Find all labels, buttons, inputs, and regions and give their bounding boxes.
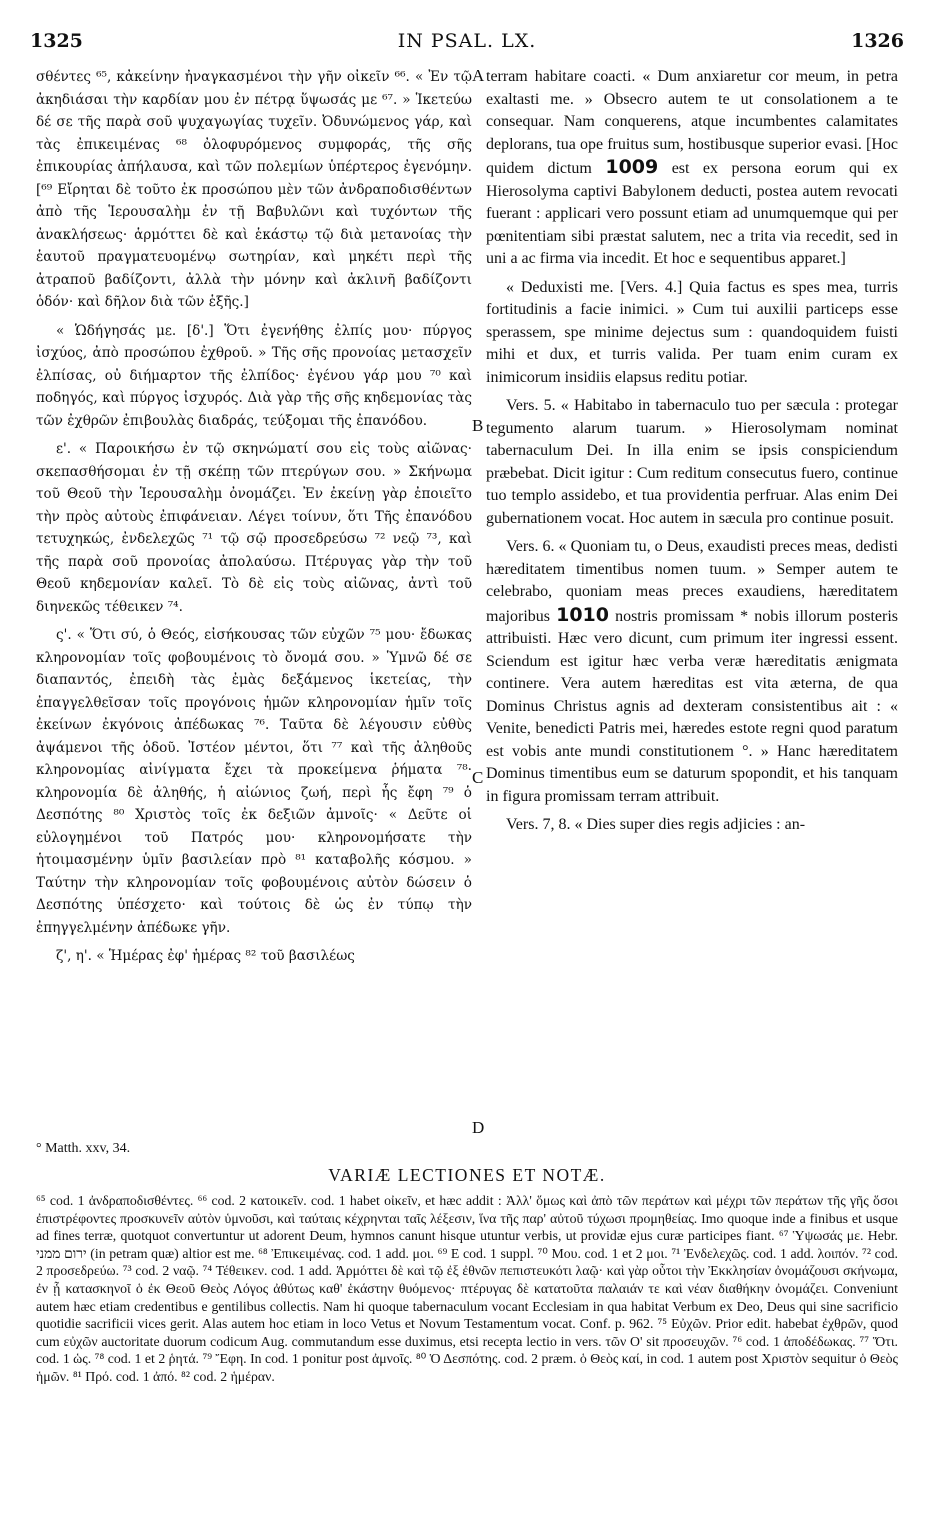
column-number: 1010 <box>556 603 609 626</box>
latin-column <box>486 66 898 843</box>
greek-paragraph: ς'. « Ὅτι σύ, ὁ Θεός, εἰσήκουσας τῶν εὐχῶν ⁷⁵ μου· ἔδωκας κληρονομίαν τοῖς φοβουμένοις τὸ ὄνομά σου. » Ὑμνῶ δέ σε διαπαντός, ἐπειδὴ τὰς ἐμὰς δεξάμενος ἱκετείας, τὴν ἐπαγγελθεῖσαν τοῖς προγόνοις ἡμῶν κληρονομίαν ἡμῖν τοῖς ἐκείνων ἐκγόνοις ἀπέδωκας ⁷⁶. Ταῦτα δὲ λέγουσιν εὐθὺς ἀψάμενοι τῆς ὁδοῦ. Ἰστέον μέντοι, ὅτι ⁷⁷ καὶ τῆς ἀληθοῦς κληρονομίας αἰνίγματα ἔχει τὰ προκείμενα ῥήματα ⁷⁸· κληρονομία δὲ ἀληθής, ἡ αἰώνιος ζωή, περὶ ἧς ἔφη ⁷⁹ ὁ Δεσπότης ⁸⁰ Χριστὸς τοῖς ἐκ δεξιῶν ἀμνοῖς· « Δεῦτε οἱ εὐλογημένοι τοῦ Πατρός μου· κληρονομήσατε τὴν ἡτοιμασμένην ὑμῖν βασιλείαν πρὸ ⁸¹ καταβολῆς κόσμου. » Ταύτην τὴν κληρονομίαν τοῖς φοβουμένοις αὐτὸν δώσειν ὁ Δεσπότης ὑπέσχετο· καὶ τούτοις δὲ ὡς ἐν τύπῳ τὴν ἐπηγγελμένην ἀπέδωκε γῆν. <box>36 627 472 936</box>
latin-paragraph <box>486 66 898 271</box>
margin-letter-a: A <box>472 66 485 85</box>
variae-text: ⁶⁵ cod. 1 ἀνδραποδισθέντες. ⁶⁶ cod. 2 κατοικεῖν. cod. 1 habet οἰκεῖν, et hæc addit : Ἀλλ' ὅμως καὶ ἀπὸ τῶν περάτων καὶ μέχρι τῶν περάτων τῆς γῆς ὅσοι ἐπιστρέφοντες προσκυνεῖν αὐτὸν ὑμνοῦσι, καὶ ταύταις κέχρηνται ταῖς λέξεσιν, ἵνα τῆς παρ' αὐτοῦ τύχωσι προμηθείας. Imo quoque inde a finibus et usque ad fines terræ, quotquot convertuntur ut adorent Deum, hymnos canunt hisque utuntur verbis, ut providæ ejus curæ participes fiant. ⁶⁷ Ὑψωσάς με. Hebr. ירום ממני (in petram quæ) altior est me. ⁶⁸ Ἐπικειμένας. cod. 1 add. μοι. ⁶⁹ E cod. 1 suppl. ⁷⁰ Μου. cod. 1 et 2 μοι. ⁷¹ Ἐνδελεχῶς. cod. 1 add. λοιπόν. ⁷² cod. 2 προσεδρεύω. ⁷³ cod. 2 ναῷ. ⁷⁴ Τέθεικεν. cod. 1 add. Ἁρμόττει δὲ καὶ τῷ ἐξ ἐθνῶν πεπιστευκότι λαῷ· καὶ γὰρ οὗτοι τὴν Ἐκκλησίαν ὀνομάζουσι σκήνωμα, ἐν ᾗ κατασκηνοῖ ὁ ἐκ Θεοῦ Θεὸς Λόγος ἀθύτως καθ' ἑκάστην θυόμενος· πτέρυγας δὲ κατατοῦτα παλαιάν τε καὶ νέαν διαθήκην ὀνομάζει. Conveniunt autem hæc etiam credentibus e gentilibus collectis. Nam hi quoque tabernaculum vocant Ecclesiam in qua habitat Verbum ex Deo, Deus qui sine sacrificio quotidie sacrificii vices gerit. Alas autem hoc etiam in loco Vetus et Novum Testamentum vocat. Conf. p. 962. ⁷⁵ Εὐχῶν. Prior edit. habebat ἐχθρῶν, quod cum εὐχῶν auctoritate duorum codicum Aug. commutandum esse duximus, etsi recepta lectio in vers. τῶν Ο' sit προσευχῶν. ⁷⁶ cod. 1 ἀποδέδωκας. ⁷⁷ Ὅτι. cod. 1 ὡς. ⁷⁸ cod. 1 et 2 ῥητά. ⁷⁹ Ἔφη. In cod. 1 ponitur post ἀμνοῖς. ⁸⁰ Ὁ Δεσπότης. cod. 2 præm. ὁ Θεὸς καί, in cod. 1 autem post Χριστὸν sequitur ὁ Θεὸς ἡμῶν. ⁸¹ Πρό. cod. 1 ἀπό. ⁸² cod. 2 ἡμέραν. <box>36 1193 898 1384</box>
column-number: 1009 <box>605 156 659 178</box>
greek-paragraph: « Ὡδήγησάς με. [δ'.] Ὅτι ἐγενήθης ἐλπίς μου· πύργος ἰσχύος, ἀπὸ προσώπου ἐχθροῦ. » Τῆς σῆς προνοίας μετασχεῖν ἐλπίσας, οὐ διήμαρτον τῆς ἐλπίδος· ἐγένου γάρ μου ⁷⁰ καὶ ποδηγός, καὶ πύργος ἰσχυρός. Διὰ γὰρ τῆς σῆς κηδεμονίας τὰς τῶν ἐχθρῶν ἐπιβουλὰς διαδράς, τεύξομαι τῆς ἐπανόδου. <box>36 322 472 429</box>
page-number-right: 1326 <box>851 30 904 52</box>
variae-notes <box>36 1192 898 1386</box>
greek-paragraph: ε'. « Παροικήσω ἐν τῷ σκηνώματί σου εἰς τοὺς αἰῶνας· σκεπασθήσομαι ἐν τῇ σκέπῃ τῶν πτερύγων σου. » Σκήνωμα τοῦ Θεοῦ τὴν Ἱερουσαλὴμ ὀνομάζει. Ἐν ἐκείνῃ γὰρ ἐποιεῖτο τὴν πρὸς αὐτοὺς ἐπιφάνειαν. Λέγει τοίνυν, ὅτι Τῆς ἐπανόδου τετυχηκώς, ἐνδελεχῶς ⁷¹ τῷ σῷ προσεδρεύσω ⁷² νεῷ ⁷³, καὶ τῆς παρὰ σοῦ προνοίας ἀπολαύσω. Πτέρυγας γὰρ τὴν τοῦ Θεοῦ κηδεμονίαν καλεῖ. Τὸ δὲ εἰς τοὺς αἰῶνας, ἀντὶ τοῦ διηνεκῶς τέθεικεν ⁷⁴. <box>36 441 472 615</box>
greek-column <box>36 66 472 974</box>
latin-text: terram habitare coacti. « Dum anxiaretur cor meum, in petra exaltasti me. » Obsecro autem te ut consolationem a te consequar. Nam conquerens, atque incumbentes calamitates deplorans, tua ope fruitus sum, hostibusque superior evasi. [Hoc quidem dictum <box>486 68 898 177</box>
latin-text: nostris promissam * nobis illorum posteris attribuisti. Hæc vero dicunt, cum primum iter ingressi essent. Sciendum est igitur hæc verba veræ hæreditatis ænigmata continere. Vera autem hæreditas est vita æterna, de qua Dominus Christus agnis ad dexteram consistentibus ait : « Venite, benedicti Patris mei, hæredes estote regni quod paratum est vobis ante mundi constitutionem °. » Hanc hæreditatem Dominus timentibus eum se daturum spopondit, et his tanquam in figura promissam terram attribuit. <box>486 607 898 805</box>
latin-text: Vers. 6. « Quoniam tu, o Deus, exaudisti preces meas, dedisti hæreditatem timentibus nomen tuum. » Semper autem te celebrabo, quoniam meas preces exaudiens, hæreditatem majoribus <box>486 538 898 625</box>
margin-letter-d: D <box>472 1118 485 1137</box>
latin-text: est ex persona eorum qui ex Hierosolyma captivi Babylonem deducti, postea autem revocati fuerant : applicari vero possunt etiam ad unumquemque qui per pœnitentiam sibi præstat salutem, nec a trita via recedit, sed in uni a ac firma via incedit. Et hoc e sequentibus apparet.] <box>486 160 898 267</box>
latin-paragraph: Vers. 7, 8. « Dies super dies regis adjicies : an- <box>506 816 806 833</box>
margin-letter-b: B <box>472 416 484 435</box>
latin-paragraph: Vers. 5. « Habitabo in tabernaculo tuo per sæcula : protegar tegumento alarum tuarum. » Hierosolymam nominat tabernaculum Dei. In illa enim se ipsis conspiciendum præbebat. Dicit igitur : Cum reditum consecutus fuero, continue tuo templo assidebo, et tua providentia perfruar. Alas enim Dei gubernationem vocat. Hoc autem in sæcula pro continue posuit. <box>486 397 898 527</box>
variae-title: VARIÆ LECTIONES ET NOTÆ. <box>328 1165 606 1185</box>
latin-paragraph <box>486 536 898 808</box>
greek-paragraph: σθέντες ⁶⁵, κἀκείνην ἠναγκασμένοι τὴν γῆν οἰκεῖν ⁶⁶. « Ἐν τῷ ἀκηδιάσαι τὴν καρδίαν μου ἐν πέτρᾳ ὕψωσάς με ⁶⁷. » Ἱκετεύω δέ σε τῆς παρὰ σοῦ ψυχαγωγίας τυχεῖν. Ὀδυνώμενος γάρ, καὶ τὰς ἐπικειμένας ⁶⁸ ὀλοφυρόμενος συμφοράς, τῆς σῆς ἐπικουρίας ἀπήλαυσα, καὶ τῶν πολεμίων ὑπέρτερος ἐγενόμην. [⁶⁹ Εἴρηται δὲ τοῦτο ἐκ προσώπου μὲν τῶν ἀνδραποδισθέντων ἀπὸ τῆς Ἱερουσαλὴμ ἐν τῇ Βαβυλῶνι καὶ τυχόντων τῆς ἀνακλήσεως· ἁρμόττει δὲ καὶ ἑκάστῳ τῷ διὰ μετανοίας τὴν ἑαυτοῦ πραγματευομένῳ σωτηρίαν, καὶ μηκέτι περὶ τῆς ἀτραποῦ βαδίζοντι, ἀλλὰ τὴν μόνην καὶ ἀκλινῆ βαδίζοντι ὁδόν· καὶ δῆλον διὰ τῶν ἑξῆς.] <box>36 69 472 310</box>
footnote-reference: ° Matth. xxv, 34. <box>36 1141 131 1156</box>
margin-letter-c: C <box>472 768 484 787</box>
latin-paragraph: « Deduxisti me. [Vers. 4.] Quia factus es spes mea, turris fortitudinis a facie inimici. » Cum tui auxilii particeps esse sperassem, spe minime dejectus sum : quandoquidem fuisti mihi et dux, et turris valida. Per tuam enim curam ex inimicorum insidiis elapsus reditu potiar. <box>486 278 898 386</box>
page-number-left: 1325 <box>30 30 83 52</box>
greek-paragraph: ζ', η'. « Ἡμέρας ἐφ' ἡμέρας ⁸² τοῦ βασιλέως <box>56 948 355 964</box>
page-header <box>30 30 904 60</box>
running-title: IN PSAL. LX. <box>397 30 537 52</box>
